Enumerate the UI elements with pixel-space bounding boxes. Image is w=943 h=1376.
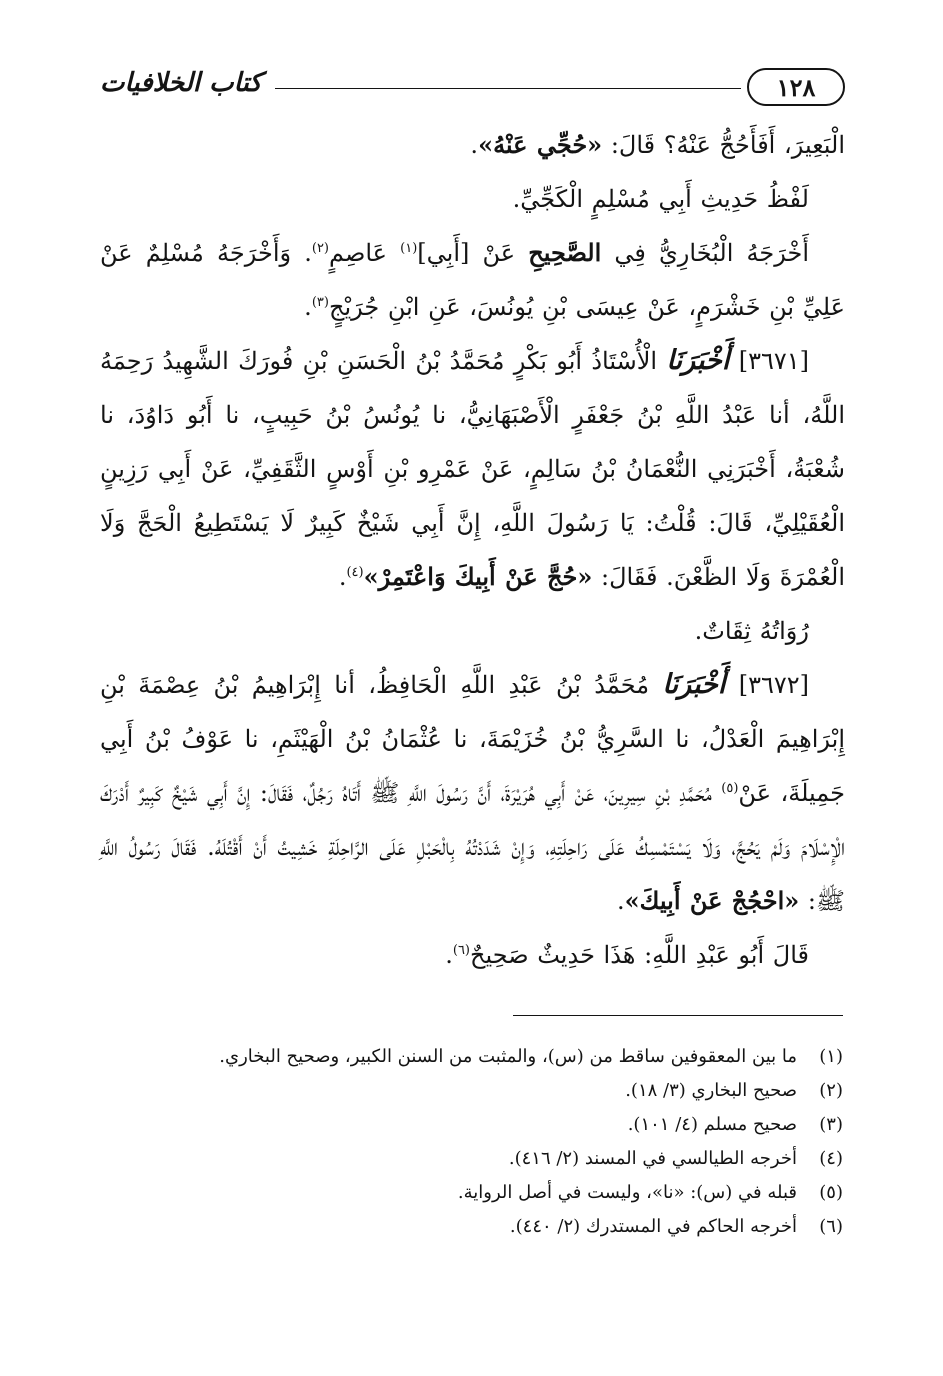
quote: «حُجِّي عَنْهُ» xyxy=(478,130,603,159)
quote: «حُجَّ عَنْ أَبِيكَ وَاعْتَمِرْ» xyxy=(363,562,593,591)
main-text xyxy=(100,118,845,982)
footnote-item: (٥) قبله في (س): «نا»، وليست في أصل الرواية. xyxy=(457,1182,843,1203)
page-header xyxy=(100,62,845,112)
hadith-3672: [٣٦٧٢] أَخْبَرَنَا مُحَمَّدُ بْنُ عَبْدِ اللَّهِ الْحَافِظُ، أنا إِبْرَاهِيمُ بْنُ عِصْمَةَ بْنِ إِبْرَاهِيمَ الْعَدْلُ، نا السَّرِيُّ بْنُ خُزَيْمَةَ، نا عُثْمَانُ بْنُ الْهَيْثَمِ، نا عَوْفُ بْنُ أَبِي جَمِيلَةَ، عَنْ$^{(٥)}$ مُحَمَّدِ بْنِ سِيرِينَ، عَنْ أَبِي هُرَيْرَةَ، أَنَّ رَسُولَ اللَّهِ ﷺ أَتَاهُ رَجُلٌ، فَقَالَ: إِنَّ أَبِي شَيْخٌ كَبِيرٌ أَدْرَكَ الْإِسْلَامَ وَلَمْ يَحُجَّ، وَلَا يَسْتَمْسِكُ عَلَى رَاحِلَتِهِ، وَإِنْ شَدَدْتُهُ بِالْحَبْلِ عَلَى الرَّاحِلَةِ خَشِيتُ أَنْ أَقْتُلَهُ. فَقَالَ رَسُولُ اللَّهِ ﷺ: «احْجُجْ عَنْ أَبِيكَ». xyxy=(100,669,846,915)
hadith-3671: [٣٦٧١] أَخْبَرَنَا الْأُسْتَاذُ أَبُو بَكْرٍ مُحَمَّدُ بْنُ الْحَسَنِ بْنِ فُورَكَ الشَّهِيدُ رَحِمَهُ اللَّهُ، أنا عَبْدُ اللَّهِ بْنُ جَعْفَرٍ الْأَصْبَهَانِيُّ، نا يُونُسُ بْنُ حَبِيبٍ، نا أَبُو دَاوُدَ، نا شُعْبَةُ، أَخْبَرَنِي النُّعْمَانُ بْنُ سَالِمٍ، عَنْ عَمْرِو بْنِ أَوْسٍ الثَّقَفِيِّ، عَنْ أَبِي رَزِينٍ الْعُقَيْلِيِّ، قَالَ: قُلْتُ: يَا رَسُولَ اللَّهِ، إِنَّ أَبِي شَيْخٌ كَبِيرٌ لَا يَسْتَطِيعُ الْحَجَّ وَلَا الْعُمْرَةَ وَلَا الظَّعْنَ. فَقَالَ: «حُجَّ عَنْ أَبِيكَ وَاعْتَمِرْ»$^{(٤)}$. xyxy=(100,345,845,591)
akhbarana-lead: أَخْبَرَنَا xyxy=(666,345,730,376)
header-rule xyxy=(275,88,741,89)
footnote-ref-3: (٣) xyxy=(311,295,329,310)
hadith-number: [٣٦٧٢] xyxy=(725,671,810,699)
footnote-ref-6: (٦) xyxy=(452,943,470,958)
paragraph-verdict: قَالَ أَبُو عَبْدِ اللَّهِ: هَذَا حَدِيثٌ صَحِيحٌ$^{(٦)}$. xyxy=(445,941,809,969)
book-title: كتاب الخلافيات xyxy=(100,68,262,98)
footnote-item: (٦) أخرجه الحاكم في المستدرك (٢/ ٤٤٠). xyxy=(509,1216,843,1237)
paragraph-narrators: رُوَاتُهُ ثِقَاتٌ. xyxy=(694,617,809,645)
footnote-item: (١) ما بين المعقوفين ساقط من (س)، والمثبت من السنن الكبير، وصحيح البخاري. xyxy=(219,1046,843,1067)
footnote-ref-5: (٥) xyxy=(721,781,739,796)
footnote-ref-2: (٢) xyxy=(311,241,329,256)
paragraph-2: لَفْظُ حَدِيثِ أَبِي مُسْلِمٍ الْكَجِّيِّ. xyxy=(512,185,809,213)
sahih-label: الصَّحِيحِ xyxy=(528,238,602,267)
footnote-item: (٣) صحيح مسلم (٤/ ١٠١). xyxy=(627,1114,843,1135)
footnote-item: (٤) أخرجه الطيالسي في المسند (٢/ ٤١٦). xyxy=(508,1148,843,1169)
quote: «احْجُجْ عَنْ أَبِيكَ» xyxy=(624,886,800,915)
footnote-ref-1: (١) xyxy=(400,241,418,256)
paragraph-1: الْبَعِيرَ، أَفَأَحُجُّ عَنْهُ؟ قَالَ: «حُجِّي عَنْهُ». xyxy=(470,130,845,159)
page-number: ١٢٨ xyxy=(747,68,845,106)
footnote-separator xyxy=(513,1015,843,1016)
footnote-item: (٢) صحيح البخاري (٣/ ١٨). xyxy=(625,1080,843,1101)
paragraph-3: أَخْرَجَهُ الْبُخَارِيُّ فِي الصَّحِيحِ عَنْ [أَبِي]$^{(١)}$ عَاصِمٍ$^{(٢)}$. وَأَخْرَجَهُ مُسْلِمٌ عَنْ عَلِيِّ بْنِ خَشْرَمٍ، عَنْ عِيسَى بْنِ يُونُسَ، عَنِ ابْنِ جُرَيْجٍ$^{(٣)}$. xyxy=(100,238,845,321)
footnotes xyxy=(98,1040,843,1244)
hadith-number: [٣٦٧١] xyxy=(729,347,809,375)
akhbarana-lead: أَخْبَرَنَا xyxy=(662,669,726,700)
footnote-ref-4: (٤) xyxy=(346,565,364,580)
